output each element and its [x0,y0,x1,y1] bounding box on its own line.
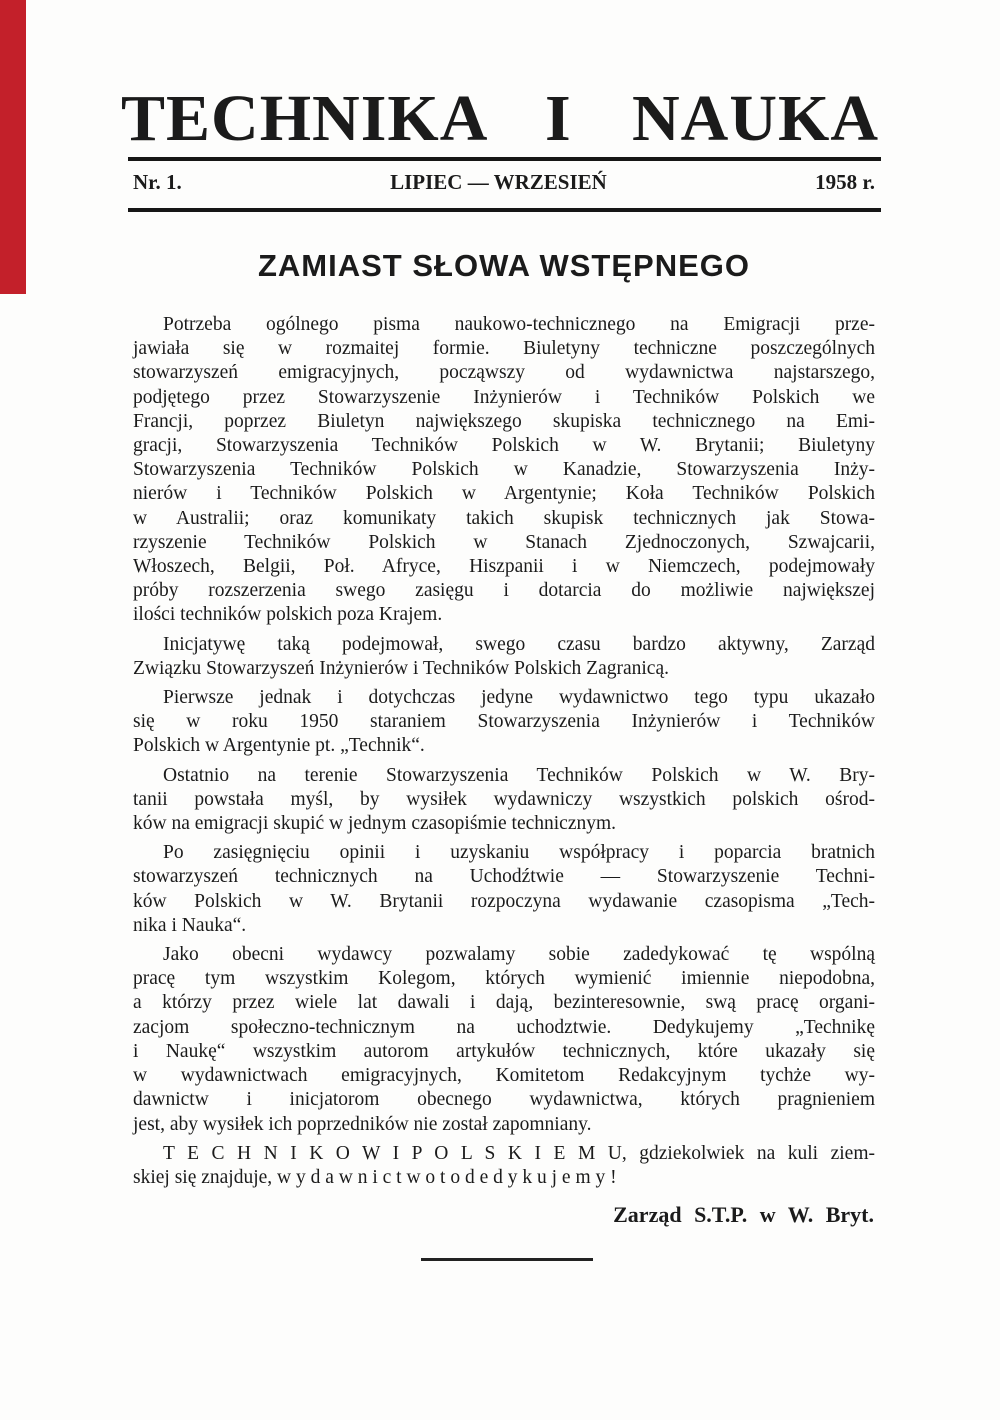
masthead-rule-bottom [128,208,881,212]
paragraph [133,1142,875,1190]
text-line: jawiała się w rozmaitej formie. Biuletyny techniczne poszczególnych [133,338,875,360]
paragraph [133,841,875,938]
text-line: Jako obecni wydawcy pozwalamy sobie zadedykować tę wspólną [163,944,875,966]
signature: Zarząd S.T.P. w W. Bryt. [613,1202,874,1227]
text-line: Pierwsze jednak i dotychczas jedyne wydawnictwo tego typu ukazało [163,687,875,709]
text-line: rzyszenie Techników Polskich w Stanach Zjednoczonych, Szwajcarii, [133,531,875,553]
text-line: Polskich w Argentynie pt. „Technik“. [133,735,425,757]
text-line: w Australii; oraz komunikaty takich skupisk technicznych jak Stowa- [133,507,875,529]
text-line: Włoszech, Belgii, Poł. Afryce, Hiszpanii i w Niemczech, podejmowały [133,556,875,578]
issue-period: LIPIEC — WRZESIEŃ [390,170,607,194]
paragraph [133,686,875,759]
text-line: Ostatnio na terenie Stowarzyszenia Techników Polskich w W. Bry- [163,764,875,786]
text-line: się w roku 1950 staraniem Stowarzyszenia Inżynierów i Techników [133,711,875,733]
scan-edge-red-bar [0,0,26,294]
text-line: Francji, poprzez Biuletyn największego skupiska technicznego na Emi- [133,410,875,432]
text-line: ków Polskich w W. Brytanii rozpoczyna wydawanie czasopisma „Tech- [133,890,875,912]
end-rule [421,1258,593,1261]
text-line: Związku Stowarzyszeń Inżynierów i Techników Polskich Zagranicą. [133,657,669,679]
paragraph [133,633,875,681]
text-line: podjętego przez Stowarzyszenie Inżynierów i Techników Polskich we [133,386,875,408]
text-line: jest, aby wysiłek ich poprzedników nie został zapomniany. [133,1113,592,1135]
issue-year: 1958 r. [815,170,875,194]
text-line: tanii powstała myśl, by wysiłek wydawniczy wszystkich polskich ośrod- [133,788,875,810]
text-line: w wydawnictwach emigracyjnych, Komitetom Redakcyjnym tychże wy- [133,1065,875,1087]
text-line: Po zasięgnięciu opinii i uzyskaniu współpracy i poparcia bratnich [163,842,875,864]
text-line: ilości techników polskich poza Krajem. [133,604,443,626]
masthead-rule-top [128,157,881,161]
text-line: Potrzeba ogólnego pisma naukowo-technicznego na Emigracji prze- [163,314,875,335]
text-line: T E C H N I K O W I P O L S K I E M U, gdziekolwiek na kuli ziem- [163,1142,875,1164]
text-line: i Naukę“ wszystkim autorom artykułów technicznych, które ukazały się [133,1040,875,1062]
text-line: Stowarzyszenia Techników Polskich w Kanadzie, Stowarzyszenia Inży- [133,459,875,481]
text-line: a którzy przez wiele lat dawali i dają, bezinteresownie, swą pracę organi- [133,992,875,1014]
text-line: skiej się znajduje, w y d a w n i c t w o t o d e d y k u j e m y ! [133,1166,617,1188]
paragraph [133,943,875,1137]
text-line: stowarzyszeń emigracyjnych, począwszy od wydawnictwa najstarszego, [133,362,875,384]
text-line: gracji, Stowarzyszenia Techników Polskich w W. Brytanii; Biuletyny [133,435,875,457]
text-line: nika i Nauka“. [133,914,247,936]
text-line: próby rozszerzenia swego zasięgu i dotarcia do możliwie największej [133,580,875,602]
text-line: nierów i Techników Polskich w Argentynie; Koła Techników Polskich [133,483,875,505]
masthead-meta-row [133,170,875,195]
text-line: Inicjatywę taką podejmował, swego czasu bardzo aktywny, Zarząd [163,633,875,655]
text-line: dawnictw i inicjatorom obecnego wydawnictwa, których pragnieniem [133,1089,875,1111]
journal-title: TECHNIKA I NAUKA [121,82,879,155]
text-line: stowarzyszeń technicznych na Uchodźtwie — Stowarzyszenie Techni- [133,866,875,888]
text-line: pracę tym wszystkim Kolegom, których wymienić imiennie niepodobna, [133,968,875,990]
text-line: ków na emigracji skupić w jednym czasopiśmie technicznym. [133,813,617,835]
paragraph [133,313,875,628]
text-line: zacjom społeczno-technicznym na uchodztwie. Dedykujemy „Technikę [133,1016,875,1038]
issue-number: Nr. 1. [133,170,182,194]
article-heading: ZAMIAST SŁOWA WSTĘPNEGO [257,248,750,283]
article-body [133,313,875,1195]
paragraph [133,764,875,837]
